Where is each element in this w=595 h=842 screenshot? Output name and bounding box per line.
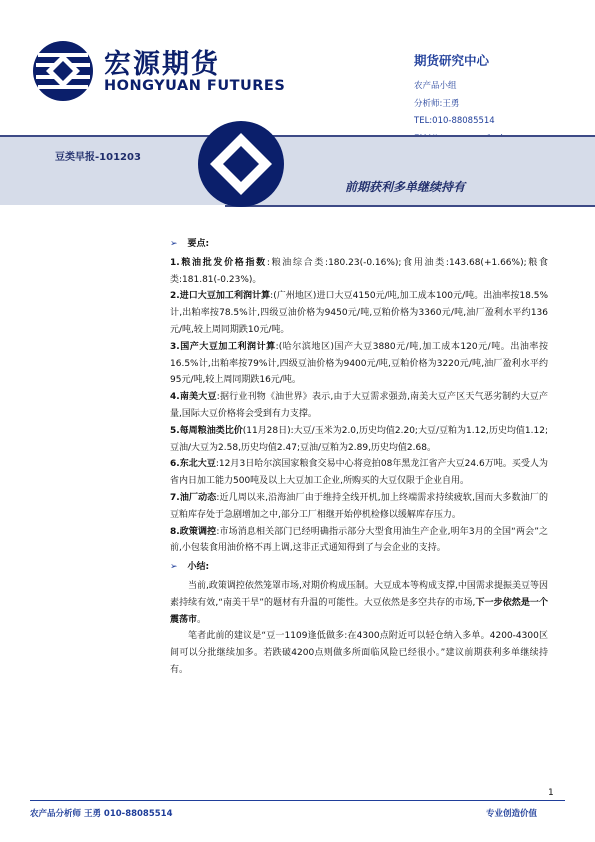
company-name-en: HONGYUAN FUTURES	[104, 78, 286, 94]
team-name: 农产品小组	[414, 81, 457, 91]
arrow-bullet-icon: ➢	[170, 562, 178, 573]
key-point: 7.油厂动态:近几周以来,沿海油厂由于维持全线开机,加上终端需求持续疲软,国而大多数油厂的豆粕库存处于急剧增加之中,部分工厂相继开始停机检修以缓解库存压力。	[170, 492, 548, 520]
key-point: 1.粮油批发价格指数:粮油综合类:180.23(-0.16%);食用油类:143.68(+1.66%);粮食类:181.81(-0.23%)。	[170, 257, 548, 285]
key-point: 5.每周粮油类比价(11月28日):大豆/玉米为2.0,历史均值2.20;大豆/豆粕为1.12,历史均值1.12;豆油/大豆为2.58,历史均值2.47;豆油/豆粕为2.89,历史均值2.68。	[170, 425, 548, 453]
recommendation-paragraph: 笔者此前的建议是“豆一1109逢低做多:在4300点附近可以轻仓纳入多单。4200-4300区间可以分批继续加多。若跌破4200点则做多所面临风险已经很小。”建议前期获利多单继续持有。	[170, 631, 548, 675]
research-center-name: 期货研究中心	[414, 53, 490, 68]
phone-number: TEL:010-88085514	[414, 116, 495, 126]
summary-heading: ➢ 小结:	[170, 562, 210, 573]
analyst-name: 分析师:王勇	[414, 98, 460, 109]
header-contact-block	[414, 51, 584, 148]
diamond-emblem-icon	[196, 119, 286, 209]
footer-analyst-info: 农产品分析师 王勇 010-88085514	[30, 809, 173, 819]
summary-emphasis: 下一步依然是一个震荡市	[170, 597, 548, 625]
footer-divider	[30, 800, 565, 801]
key-point: 4.南美大豆:据行业刊物《油世界》表示,由于大豆需求强劲,南美大豆产区天气恶劣制约大豆产量,国际大豆价格将会受到有力支撑。	[170, 392, 548, 419]
key-point: 8.政策调控:市场消息相关部门已经明确指示部分大型食用油生产企业,明年3月的全国“两会”之前,小包装食用油价格不再上调,这非正式通知得到了与会企业的支持。	[170, 526, 548, 554]
key-points-heading: ➢ 要点:	[170, 239, 210, 249]
report-body	[170, 236, 548, 679]
key-point: 3.国产大豆加工利润计算:(哈尔滨地区)国产大豆3880元/吨,加工成本120元/吨。出油率按16.5%计,出粕率按79%计,四级豆油价格为9400元/吨,豆粕价格为3220元/吨,油厂盈利水平约95元/吨,较上周同期跌16元/吨。	[170, 341, 548, 386]
key-point: 2.进口大豆加工利润计算:(广州地区)进口大豆4150元/吨,加工成本100元/吨。出油率按18.5%计,出粕率按78.5%计,四级豆油价格为9450元/吨,豆粕价格为3360元/吨,油厂盈利水平约136元/吨,较上周同期跌10元/吨。	[170, 291, 548, 335]
key-point: 6.东北大豆:12月3日哈尔滨国家粮食交易中心将竞拍08年黑龙江省产大豆24.6万吨。买受人为省内日加工能力500吨及以上大豆加工企业,所购买的大豆仅限于企业自用。	[170, 459, 548, 487]
report-title: 前期获利多单继续持有	[345, 180, 466, 194]
hongyuan-logo-icon	[32, 40, 94, 102]
report-id: 豆类早报-101203	[55, 152, 141, 163]
page-number: 1	[548, 788, 554, 798]
arrow-bullet-icon: ➢	[170, 239, 178, 249]
summary-paragraph: 当前,政策调控依然笼罩市场,对期价构成压制。大豆成本等构成支撑,中国需求提振美豆等因素持续有效,“南美干旱”的题材有升温的可能性。大豆依然是多空共存的市场,下一步依然是一个震荡市。	[170, 580, 548, 625]
footer-slogan: 专业创造价值	[486, 809, 538, 819]
company-name-cn: 宏源期货	[104, 49, 220, 80]
